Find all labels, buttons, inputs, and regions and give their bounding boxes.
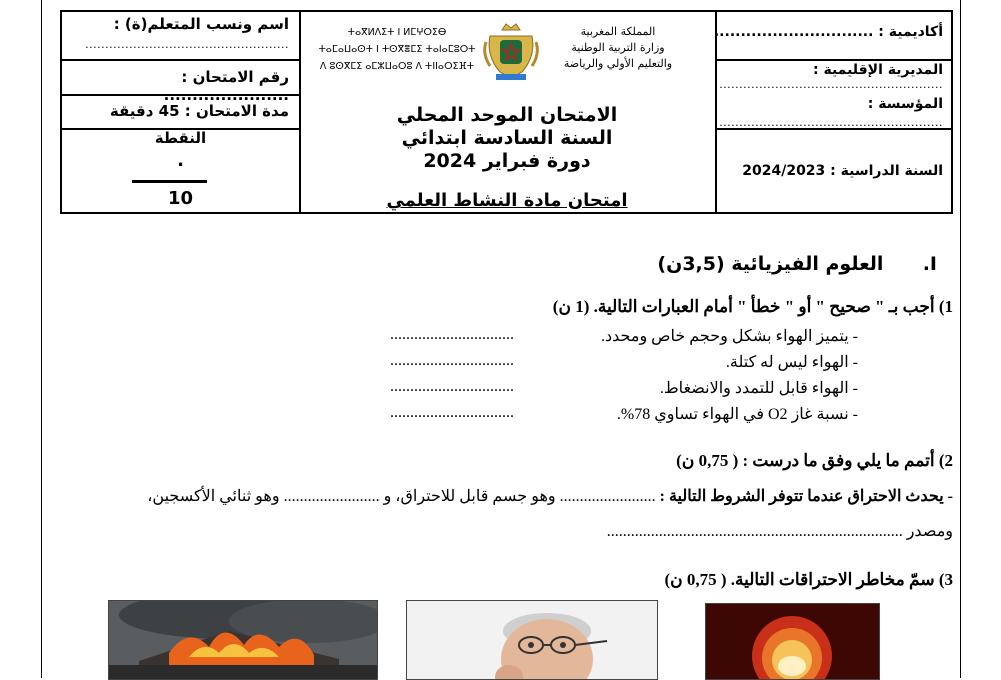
q1-statement-3: - الهواء قابل للتمدد والانضغاط.	[659, 380, 858, 397]
q1-statement-4: - نسبة غاز O2 في الهواء تساوي 78%.	[616, 406, 858, 423]
left-row-line-1	[62, 59, 299, 61]
question-3-heading: 3) سمّ مخاطر الاحتراقات التالية. ( 0,75 ن)	[664, 570, 953, 589]
injured-man-image	[406, 600, 658, 680]
grade-fraction-bar	[132, 180, 207, 183]
exam-duration: مدة الامتحان : 45 دقيقة	[109, 102, 289, 120]
kingdom-text: المملكة المغربية	[580, 25, 656, 38]
right-row-line-1	[715, 59, 953, 61]
grade-total: 10	[167, 188, 194, 209]
grade-label: النقطة	[154, 129, 207, 147]
ministry-text-2: والتعليم الأولي والرياضة	[563, 57, 673, 70]
exam-title: الامتحان الموحد المحلي	[396, 104, 618, 126]
exam-number-field: رقم الامتحان : ......................	[163, 68, 289, 104]
q1-answer-4[interactable]: ...............................	[390, 404, 514, 421]
section-heading	[657, 253, 937, 275]
tifinagh-line-3: ⴷ ⵓⵙⴳⵎⵉ ⴰⵎⵣⵡⴰⵔⵓ ⴷ ⵜⵏⵏⴰⵔⵉⴼⵜ	[319, 61, 475, 72]
ministry-text: وزارة التربية الوطنية	[571, 41, 665, 54]
tifinagh-line-1: ⵜⴰⴳⵍⴷⵉⵜ ⵏ ⵍⵎⵖⵔⵉⴱ	[347, 27, 447, 38]
institution-dots: ........................................................	[719, 116, 943, 129]
exam-title-block	[299, 104, 715, 173]
q2-line-1[interactable]	[58, 486, 953, 506]
q1-statement-2: - الهواء ليس له كتلة.	[725, 354, 858, 371]
moroccan-coat-of-arms-icon	[482, 20, 540, 82]
directorate-dots: ........................................................	[719, 78, 943, 91]
q1-answer-3[interactable]: ...............................	[390, 378, 514, 395]
institution-label: المؤسسة :	[867, 96, 943, 112]
school-year: السنة الدراسية : 2024/2023	[742, 163, 943, 179]
exam-session: دورة فبراير 2024	[423, 150, 591, 172]
tifinagh-block	[317, 24, 477, 75]
section-title: العلوم الفيزيائية (3,5ن)	[657, 253, 884, 275]
grade-level: السنة السادسة ابتدائي	[401, 127, 613, 149]
tifinagh-line-2: ⵜⴰⵎⴰⵡⴰⵙⵜ ⵏ ⵜⵙⴳⴻⵎⵉ ⵜⴰⵏⴰⵎⵓⵔⵜ	[318, 44, 476, 55]
q1-answer-1[interactable]: ...............................	[390, 326, 514, 343]
burning-house-image	[108, 600, 378, 680]
academy-field: أكاديمية : ..............................	[713, 24, 943, 40]
question-2-heading: 2) أتمم ما يلي وفق ما درست : ( 0,75 ن)	[676, 451, 953, 470]
explosion-image	[705, 603, 880, 680]
q1-answer-2[interactable]: ...............................	[390, 352, 514, 369]
question-1-heading: 1) أجب بـ " صحيح " أو " خطأ " أمام العبارات التالية. (1 ن)	[552, 297, 953, 316]
grade-score-blank: .	[177, 150, 184, 171]
exam-header-table	[60, 10, 953, 214]
q2-line-1-prompt: - يحدث الاحتراق عندما تتوفر الشروط التالية :	[659, 488, 953, 505]
q2-line-2[interactable]: ومصدر ..........................................................................	[606, 523, 953, 540]
q2-line-1-blanks[interactable]: ........................ وهو جسم قابل للاحتراق، و ........................ وهو ثنائي الأكسجين،	[147, 488, 660, 505]
directorate-label: المديرية الإقليمية :	[813, 62, 943, 78]
exam-subject: امتحان مادة النشاط العلمي	[386, 190, 628, 211]
header-divider-right	[715, 12, 717, 212]
section-number: I.	[922, 253, 937, 275]
ministry-block	[548, 24, 688, 72]
student-name-label: اسم ونسب المتعلم(ة) :	[113, 15, 289, 33]
q1-statement-1: - يتميز الهواء بشكل وحجم خاص ومحدد.	[601, 328, 858, 345]
student-name-dots: ...................................................	[85, 38, 289, 51]
